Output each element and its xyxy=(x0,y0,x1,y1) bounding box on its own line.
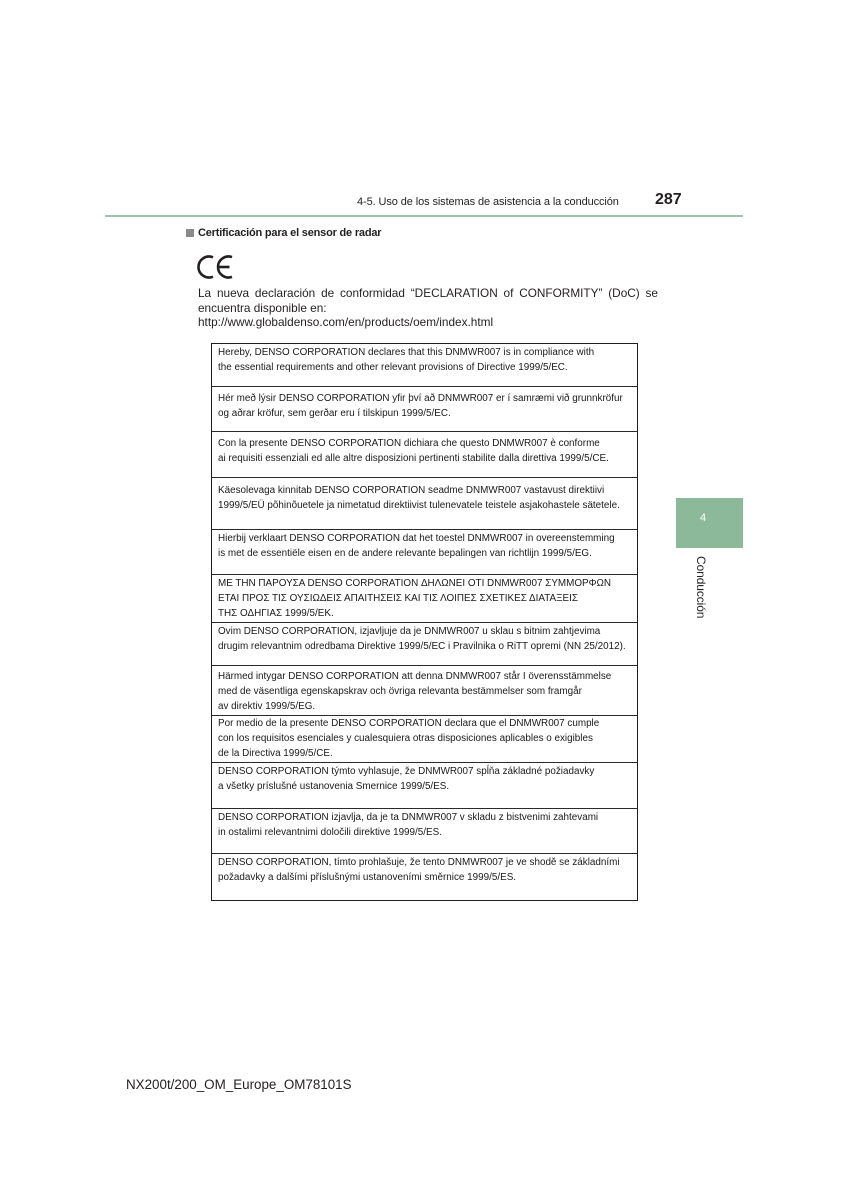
declaration-line: požadavky a dalšími příslušnými ustanoveními směrnice 1999/5/ES. xyxy=(218,872,517,883)
declaration-row xyxy=(212,853,637,900)
doc-url: http://www.globaldenso.com/en/products/oem/index.html xyxy=(198,315,494,329)
declarations-table xyxy=(211,343,638,901)
declaration-line: Hér með lýsir DENSO CORPORATION yfir því að DNMWR007 er í samræmi við grunnkröfur xyxy=(218,392,623,404)
declaration-line: ΕΤΑΙ ΠΡΟΣ ΤΙΣ ΟΥΣΙΩΔΕΙΣ ΑΠΑΙΤΗΣΕΙΣ ΚΑΙ ΤΙΣ ΛΟΙΠΕΣ ΣΧΕΤΙΚΕΣ ΔΙΑΤΑΞΕΙΣ xyxy=(218,593,578,604)
declaration-line: Con la presente DENSO CORPORATION dichiara che questo DNMWR007 è conforme xyxy=(218,437,600,449)
declaration-line: av direktiv 1999/5/EG. xyxy=(218,701,316,712)
declaration-line: drugim relevantnim odredbama Direktive 1999/5/EC i Pravilnika o RiTT opremi (NN 25/2012). xyxy=(218,640,626,652)
declaration-line: med de väsentliga egenskapskrav och övriga relevanta bestämmelser som framgår xyxy=(218,686,582,697)
declaration-line: con los requisitos esenciales y cualesquiera otras disposiciones aplicables o exigibles xyxy=(218,733,593,744)
declaration-line: the essential requirements and other relevant provisions of Directive 1999/5/EC. xyxy=(218,362,568,373)
intro-paragraph xyxy=(198,286,658,330)
declaration-line: ΜΕ ΤΗΝ ΠΑΡΟΥΣΑ DENSO CORPORATION ΔΗΛΩΝΕΙ ΟΤΙ DNMWR007 ΣΥΜΜΟΡΦΩΝ xyxy=(218,578,612,589)
declaration-line: a všetky príslušné ustanovenia Smernice 1999/5/ES. xyxy=(218,780,450,792)
declaration-row xyxy=(212,386,637,431)
declaration-line: Käesolevaga kinnitab DENSO CORPORATION seadme DNMWR007 vastavust direktiivi xyxy=(218,484,605,496)
chapter-tab xyxy=(676,498,743,548)
declaration-line: in ostalimi relevantnimi določili direktive 1999/5/ES. xyxy=(218,826,442,838)
running-header-title: 4-5. Uso de los sistemas de asistencia a la conducción xyxy=(357,196,619,208)
ce-mark-icon xyxy=(197,255,235,279)
declaration-line: Hierbij verklaart DENSO CORPORATION dat het toestel DNMWR007 in overeenstemming xyxy=(218,532,615,544)
declaration-line: DENSO CORPORATION týmto vyhlasuje, že DNMWR007 spĺňa základné požiadavky xyxy=(218,765,595,777)
declaration-row xyxy=(212,574,637,622)
declaration-line: Por medio de la presente DENSO CORPORATION declara que el DNMWR007 cumple xyxy=(218,718,600,729)
declaration-line: DENSO CORPORATION, tímto prohlašuje, že tento DNMWR007 je ve shodě se základními xyxy=(218,857,620,868)
declaration-row xyxy=(212,344,637,386)
declaration-row xyxy=(212,808,637,853)
footer-doc-code: NX200t/200_OM_Europe_OM78101S xyxy=(126,1077,352,1092)
declaration-row xyxy=(212,622,637,665)
intro-text: La nueva declaración de conformidad “DECLARATION of CONFORMITY” (DoC) se encuentra disponible en: xyxy=(198,286,658,315)
declaration-row xyxy=(212,762,637,808)
declaration-row xyxy=(212,477,637,529)
declaration-line: 1999/5/EÜ põhinõuetele ja nimetatud direktiivist tulenevatele teistele asjakohastele sätetele. xyxy=(218,499,620,511)
declaration-line: Härmed intygar DENSO CORPORATION att denna DNMWR007 står I överensstämmelse xyxy=(218,671,612,682)
chapter-number: 4 xyxy=(700,512,707,524)
declaration-line: ai requisiti essenziali ed alle altre disposizioni pertinenti stabilite dalla direttiva 1999/5/CE. xyxy=(218,452,609,464)
declaration-line: Ovim DENSO CORPORATION, izjavljuje da je DNMWR007 u sklau s bitnim zahtjevima xyxy=(218,625,601,637)
declaration-row xyxy=(212,431,637,477)
declaration-row xyxy=(212,529,637,574)
declaration-line: og aðrar kröfur, sem gerðar eru í tilskipun 1999/5/EC. xyxy=(218,407,451,419)
header-divider xyxy=(105,215,743,217)
declaration-line: is met de essentiële eisen en de andere relevante bepalingen van richtlijn 1999/5/EG. xyxy=(218,547,592,559)
declaration-line: ΤΗΣ ΟΔΗΓΙΑΣ 1999/5/ΕΚ. xyxy=(218,608,334,619)
declaration-row xyxy=(212,715,637,762)
page-number: 287 xyxy=(655,191,682,208)
chapter-title-vertical: Conducción xyxy=(694,556,708,619)
declaration-line: de la Directiva 1999/5/CE. xyxy=(218,748,333,759)
declaration-line: DENSO CORPORATION izjavlja, da je ta DNMWR007 v skladu z bistvenimi zahtevami xyxy=(218,811,599,823)
declaration-line: Hereby, DENSO CORPORATION declares that this DNMWR007 is in compliance with xyxy=(218,347,595,358)
section-heading: Certificación para el sensor de radar xyxy=(198,227,382,239)
declaration-row xyxy=(212,665,637,715)
square-bullet-icon xyxy=(186,229,194,237)
